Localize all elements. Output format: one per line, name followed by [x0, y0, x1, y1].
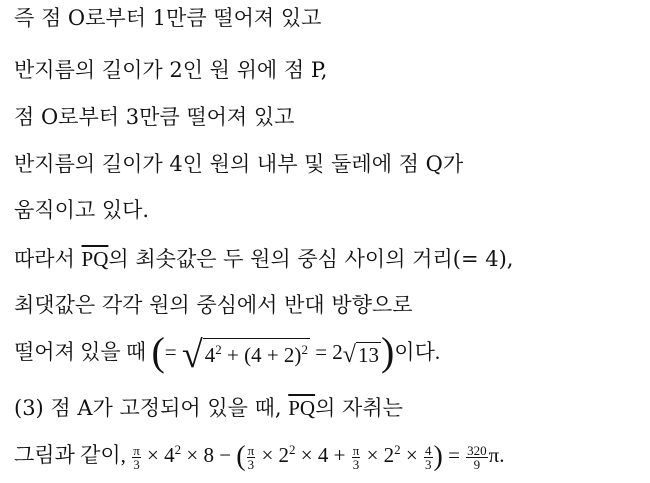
line6-post: 의 최솟값은 두 원의 중심 사이의 거리(= 4), [108, 247, 514, 271]
line9-post: 의 자취는 [315, 396, 403, 420]
text-line-8 [14, 329, 441, 376]
radicand-a-exp: 2 [215, 342, 222, 357]
sqrt-small-symbol: √ [342, 342, 356, 368]
line8-pre: 떨어져 있을 때 [14, 340, 152, 364]
text-line-7: 최댓값은 각각 원의 중심에서 반대 방향으로 [14, 293, 413, 317]
line6-pre: 따라서 [14, 247, 82, 271]
text-line-5: 움직이고 있다. [14, 198, 150, 222]
text-line-9 [14, 394, 403, 422]
line10-pre: 그림과 같이, [14, 443, 132, 467]
fraction-1: $\frac{\pi}{3}$ [133, 442, 140, 472]
fraction-3: $\frac{\pi}{3}$ [352, 442, 360, 472]
radicand-b: + (4 + 2) [221, 343, 302, 367]
fraction-result: $\frac{320}{9}$ [467, 442, 487, 472]
line9-pre: (3) 점 A가 고정되어 있을 때, [14, 396, 289, 420]
text-line-1: 즉 점 O로부터 1만큼 떨어져 있고 [14, 6, 322, 30]
eq-two: = 2 [309, 340, 343, 364]
fraction-4: $\frac{4}{3}$ [425, 442, 432, 472]
segment-pq: $\overline{PQ}$ [81, 247, 109, 271]
paren-close-2: ) [433, 441, 443, 472]
text-line-6 [14, 245, 513, 273]
radicand-a: 4 [204, 343, 216, 367]
sqrt-small-radicand: 13 [357, 343, 379, 367]
text-line-10: 그림과 같이, $\frac{\pi}{3}$ × $4^2 \times 8$ − ( $\frac{\pi}{3}$ × $2^2 \times 4$ + $\frac{\pi}{3}$ × $2^2$ × $\frac{4}{3}$ ) = $\frac{320}{9}$ π. [14, 441, 505, 472]
sqrt-expression [181, 334, 310, 376]
radicand-b-exp: 2 [301, 342, 308, 357]
line8-post: 이다. [394, 340, 441, 364]
paren-open-2: ( [236, 441, 246, 472]
eq-sign: = [164, 340, 177, 364]
sqrt-small [343, 342, 381, 368]
text-line-2: 반지름의 길이가 2인 원 위에 점 P, [14, 58, 328, 82]
radicand [203, 338, 310, 372]
sqrt-symbol: √ [181, 334, 203, 376]
fraction-2: $\frac{\pi}{3}$ [247, 442, 255, 472]
text-line-3: 점 O로부터 3만큼 떨어져 있고 [14, 105, 295, 129]
segment-pq-2: $\overline{PQ}$ [288, 396, 316, 420]
paren-close: ) [380, 329, 395, 374]
paren-open: ( [151, 329, 165, 374]
text-line-4: 반지름의 길이가 4인 원의 내부 및 둘레에 점 Q가 [14, 152, 464, 176]
